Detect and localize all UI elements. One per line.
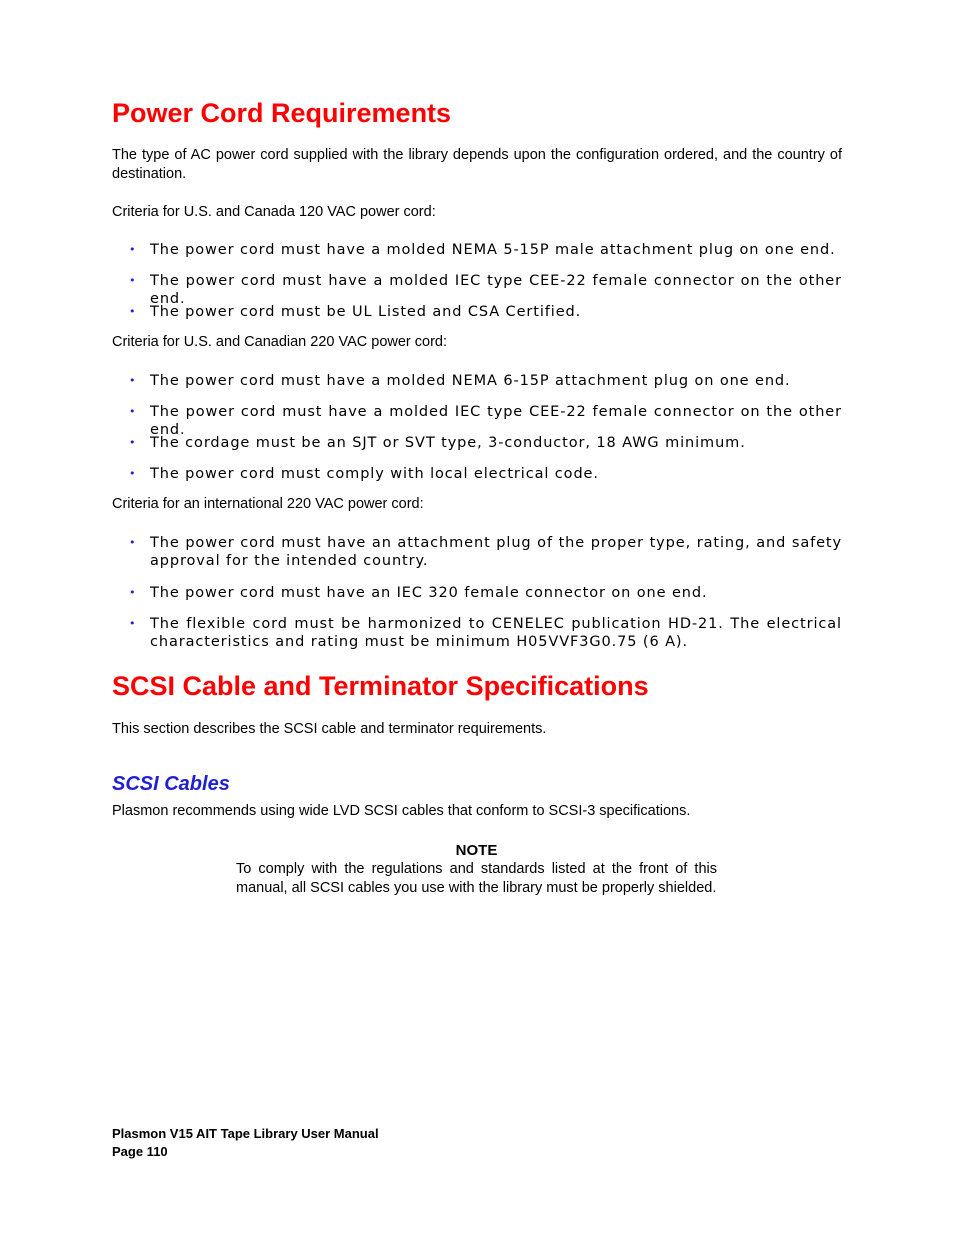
scsi-spec-intro: This section describes the SCSI cable and terminator requirements. [112, 721, 547, 737]
list-item [112, 534, 842, 570]
list-item [112, 434, 842, 452]
list-item [112, 372, 842, 390]
bullet-icon: • [129, 536, 136, 549]
footer-page-number: Page 110 [112, 1144, 168, 1159]
power-cord-intro: The type of AC power cord supplied with the library depends upon the configuration ordered, and the country of destination. [112, 147, 842, 182]
bullet-icon: • [129, 374, 136, 387]
list-item [112, 303, 842, 321]
bullet-icon: • [129, 405, 136, 418]
us120-criteria-label: Criteria for U.S. and Canada 120 VAC power cord: [112, 204, 436, 220]
bullet-icon: • [129, 467, 136, 480]
scsi-spec-heading: SCSI Cable and Terminator Specifications [112, 671, 649, 701]
list-item-text: The cordage must be an SJT or SVT type, 3-conductor, 18 AWG minimum. [150, 435, 746, 451]
list-item-text: The power cord must have an attachment plug of the proper type, rating, and safety approval for the intended country. [150, 535, 842, 569]
intl220-criteria-label: Criteria for an international 220 VAC power cord: [112, 496, 424, 512]
scsi-cables-heading: SCSI Cables [112, 773, 230, 795]
list-item [112, 465, 842, 483]
list-item-text: The power cord must have a molded NEMA 5-15P male attachment plug on one end. [150, 242, 836, 258]
note-title: NOTE [455, 842, 498, 859]
bullet-icon: • [129, 436, 136, 449]
bullet-icon: • [129, 305, 136, 318]
list-item-text: The power cord must comply with local electrical code. [150, 466, 599, 482]
list-item-text: The power cord must have a molded IEC type CEE-22 female connector on the other end. [150, 404, 842, 438]
bullet-icon: • [129, 617, 136, 630]
list-item-text: The power cord must have a molded NEMA 6-15P attachment plug on one end. [150, 373, 791, 389]
list-item [112, 584, 842, 602]
bullet-icon: • [129, 243, 136, 256]
list-item [112, 241, 842, 259]
bullet-icon: • [129, 586, 136, 599]
list-item-text: The power cord must have an IEC 320 female connector on one end. [150, 585, 708, 601]
list-item [112, 615, 842, 651]
list-item-text: The flexible cord must be harmonized to CENELEC publication HD-21. The electrical characteristics and rating must be minimum H05VVF3G0.75 (6 A). [150, 616, 842, 650]
list-item-text: The power cord must have a molded IEC type CEE-22 female connector on the other end. [150, 273, 842, 307]
power-cord-heading: Power Cord Requirements [112, 98, 452, 128]
list-item-text: The power cord must be UL Listed and CSA Certified. [150, 304, 582, 320]
footer-manual-title: Plasmon V15 AIT Tape Library User Manual [112, 1126, 379, 1141]
us220-criteria-label: Criteria for U.S. and Canadian 220 VAC power cord: [112, 334, 448, 350]
bullet-icon: • [129, 274, 136, 287]
scsi-cables-text: Plasmon recommends using wide LVD SCSI cables that conform to SCSI-3 specifications. [112, 803, 691, 819]
note-body: To comply with the regulations and standards listed at the front of this manual, all SCSI cables you use with the library must be properly shielded. [236, 861, 717, 896]
